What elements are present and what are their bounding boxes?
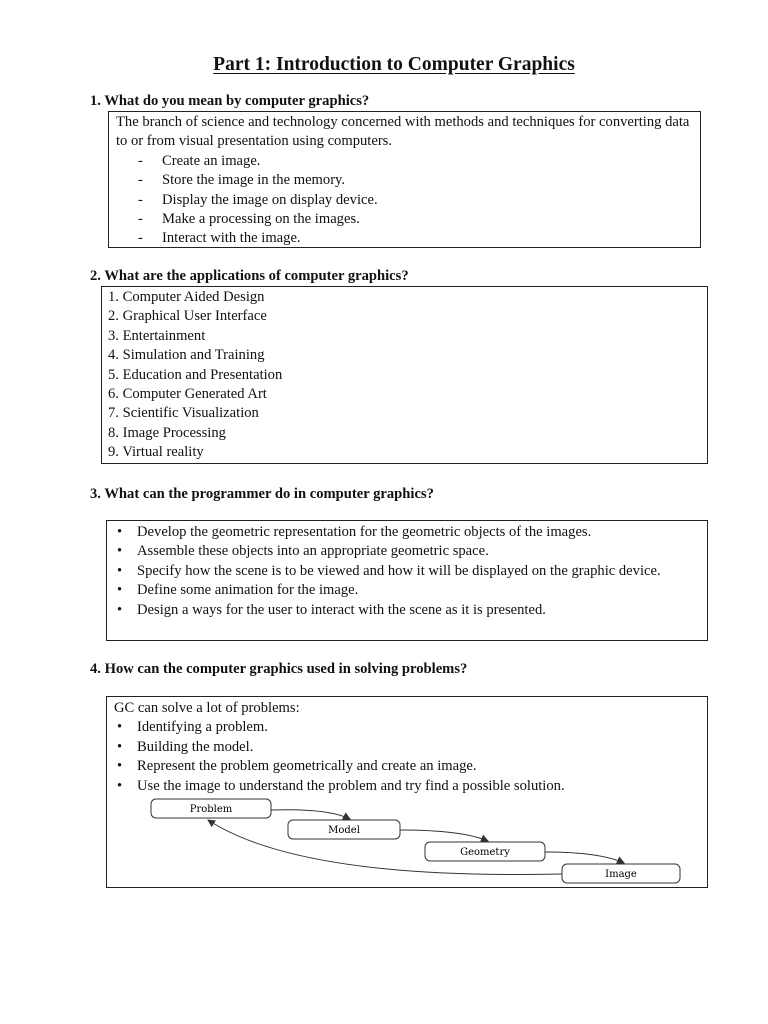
question-3: 3. What can the programmer do in computer graphics? xyxy=(90,486,434,502)
list-item: • Represent the problem geometrically and create an image. xyxy=(114,757,701,776)
list-item: • Assemble these objects into an appropriate geometric space. xyxy=(114,542,701,561)
problem-node-label: Problem xyxy=(189,804,233,815)
problem-node xyxy=(151,799,271,818)
answer-4-intro: GC can solve a lot of problems: xyxy=(114,700,300,716)
list-item: • Use the image to understand the problem and try find a possible solution. xyxy=(114,777,701,796)
list-item: • Building the model. xyxy=(114,738,701,757)
page-title: Part 1: Introduction to Computer Graphics xyxy=(213,54,575,75)
arrow-geometry-to-image xyxy=(545,852,624,863)
list-item: - Display the image on display device. xyxy=(138,191,693,210)
question-4: 4. How can the computer graphics used in solving problems? xyxy=(90,661,468,677)
list-item: 7. Scientific Visualization xyxy=(108,405,259,422)
question-1: 1. What do you mean by computer graphics? xyxy=(90,93,370,109)
arrow-model-to-geometry xyxy=(400,830,488,841)
geometry-node-label: Geometry xyxy=(460,847,510,858)
list-item: • Develop the geometric representation for the geometric objects of the images. xyxy=(114,523,701,542)
model-node-label: Model xyxy=(328,825,360,836)
list-item: 3. Entertainment xyxy=(108,327,206,344)
list-item: 5. Education and Presentation xyxy=(108,366,283,383)
list-item: - Store the image in the memory. xyxy=(138,171,693,190)
list-item: 6. Computer Generated Art xyxy=(108,386,267,403)
list-item: 4. Simulation and Training xyxy=(108,347,265,364)
answer-1-intro: The branch of science and technology concerned with methods and techniques for converting data to or from visual presentation using computers. xyxy=(116,114,690,150)
list-item: 8. Image Processing xyxy=(108,424,226,441)
arrow-problem-to-model xyxy=(271,810,350,819)
model-node xyxy=(288,820,400,839)
geometry-node xyxy=(425,842,545,861)
list-item: 9. Virtual reality xyxy=(108,444,204,461)
list-item: • Specify how the scene is to be viewed and how it will be displayed on the graphic device. xyxy=(114,562,701,581)
image-node xyxy=(562,864,680,883)
list-item: 2. Graphical User Interface xyxy=(108,308,267,325)
list-item: - Make a processing on the images. xyxy=(138,210,693,229)
list-item: 1. Computer Aided Design xyxy=(108,289,265,305)
list-item: - Create an image. xyxy=(138,152,693,171)
list-item: • Design a ways for the user to interact with the scene as it is presented. xyxy=(114,601,701,620)
image-node-label: Image xyxy=(605,869,637,880)
list-item: • Define some animation for the image. xyxy=(114,581,701,600)
question-2: 2. What are the applications of computer graphics? xyxy=(90,268,409,284)
list-item: - Interact with the image. xyxy=(138,229,693,248)
list-item: • Identifying a problem. xyxy=(114,718,701,737)
